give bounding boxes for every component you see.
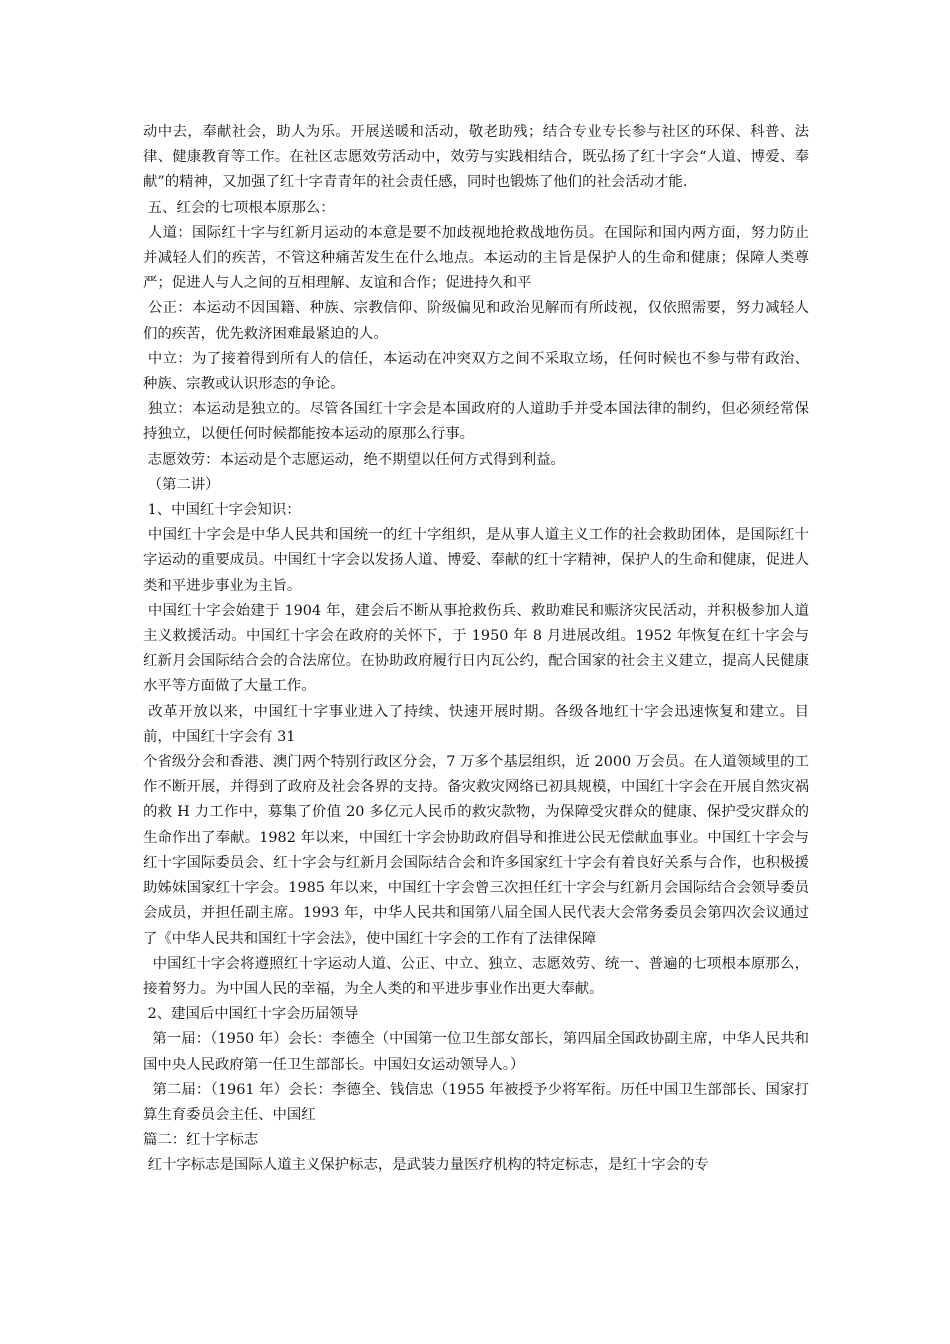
heading-past-leaders: 2、建国后中国红十字会历届领导 (143, 1006, 359, 1023)
paragraph-principle-neutrality: 中立：为了接着得到所有人的信任，本运动在冲突双方之间不采取立场，任何时候也不参与带有政治、种族、宗教或认识形态的争论。 (143, 350, 809, 393)
document-body (143, 120, 809, 1179)
heading-lecture-two: （第二讲） (143, 476, 220, 493)
paragraph-branches-and-work: 个省级分会和香港、澳门两个特别行政区分会，7 万多个基层组织，近 2000 万会员。在人道领域里的工作不断开展，并得到了政府及社会各界的支持。备灾救灾网络已初具规模，中国红十字会在开展自然灾祸的救 H 力工作中，募集了价值 20 多亿元人民币的救灾款物，为保障受灾群众的健康、保护受灾群众的生命作出了奉献。1982 年以来，中国红十字会协助政府倡导和推进公民无偿献血事业。中国红十字会与红十字国际委员会、红十字会与红新月会国际结合会和许多国家红十字会有着良好关系与合作，也积极援助姊妹国家红十字会。1985 年以来，中国红十字会曾三次担任红十字会与红新月会国际结合会领导委员会成员，并担任副主席。1993 年，中华人民共和国第八届全国人民代表大会常务委员会第四次会议通过了《中华人民共和国红十字会法》，使中国红十字会的工作有了法律保障 (143, 754, 809, 947)
heading-part-two-emblem: 篇二：红十字标志 (143, 1132, 259, 1149)
heading-seven-principles: 五、红会的七项根本原那么： (143, 199, 335, 216)
paragraph-emblem-intro: 红十字标志是国际人道主义保护标志，是武装力量医疗机构的特定标志，是红十字会的专 (143, 1157, 709, 1174)
paragraph-first-session: 第一届：（1950 年）会长：李德全（中国第一位卫生部女部长，第四届全国政协副主席，中华人民共和国中央人民政府第一任卫生部部长。中国妇女运动领导人。） (143, 1031, 809, 1073)
paragraph-reform-period: 改革开放以来，中国红十字事业进入了持续、快速开展时期。各级各地红十字会迅速恢复和建立。目前，中国红十字会有 31 (143, 703, 809, 745)
paragraph-china-red-cross-intro: 中国红十字会是中华人民共和国统一的红十字组织，是从事人道主义工作的社会救助团体，是国际红十字运动的重要成员。中国红十字会以发扬人道、博爱、奉献的红十字精神，保护人的生命和健康，促进人类和平进步事业为主旨。 (143, 527, 809, 594)
paragraph-future-commitment: 中国红十字会将遵照红十字运动人道、公正、中立、独立、志愿效劳、统一、普遍的七项根本原那么，接着努力。为中国人民的幸福，为全人类的和平进步事业作出更大奉献。 (143, 955, 809, 997)
paragraph-volunteer-service: 动中去，奉献社会，助人为乐。开展送暖和活动，敬老助残；结合专业专长参与社区的环保、科普、法律、健康教育等工作。在社区志愿效劳活动中，效劳与实践相结合，既弘扬了红十字会“人道、博爱、奉献”的精神，又加强了红十字青青年的社会责任感，同时也锻炼了他们的社会活动才能. (143, 124, 809, 191)
paragraph-principle-humanity: 人道：国际红十字与红新月运动的本意是要不加歧视地抢救战地伤员。在国际和国内两方面，努力防止并减轻人们的疾苦，不管这种痛苦发生在什么地点。本运动的主旨是保护人的生命和健康；保障人类尊严；促进人与人之间的互相理解、友谊和合作；促进持久和平 (143, 224, 809, 292)
paragraph-principle-voluntary-service: 志愿效劳：本运动是个志愿运动，绝不期望以任何方式得到利益。 (143, 451, 565, 468)
heading-china-red-cross-knowledge: 1、中国红十字会知识： (143, 502, 301, 519)
paragraph-principle-impartiality: 公正：本运动不因国籍、种族、宗教信仰、阶级偏见和政治见解而有所歧视，仅依照需要，努力减轻人们的疾苦，优先救济困难最紧迫的人。 (143, 300, 809, 342)
paragraph-second-session: 第二届：（1961 年）会长：李德全、钱信忠（1955 年被授予少将军衔。历任中国卫生部部长、国家打算生育委员会主任、中国红 (143, 1081, 809, 1123)
paragraph-principle-independence: 独立：本运动是独立的。尽管各国红十字会是本国政府的人道助手并受本国法律的制约，但必须经常保持独立，以便任何时候都能按本运动的原那么行事。 (143, 401, 809, 443)
paragraph-china-red-cross-history: 中国红十字会始建于 1904 年，建会后不断从事抢救伤兵、救助难民和赈济灾民活动，并积极参加人道主义救援活动。中国红十字会在政府的关怀下，于 1950 年 8 月进展改组。1952 年恢复在红十字会与红新月会国际结合会的合法席位。在协助政府履行日内瓦公约，配合国家的社会主义建立，提高人民健康水平等方面做了大量工作。 (143, 602, 810, 695)
